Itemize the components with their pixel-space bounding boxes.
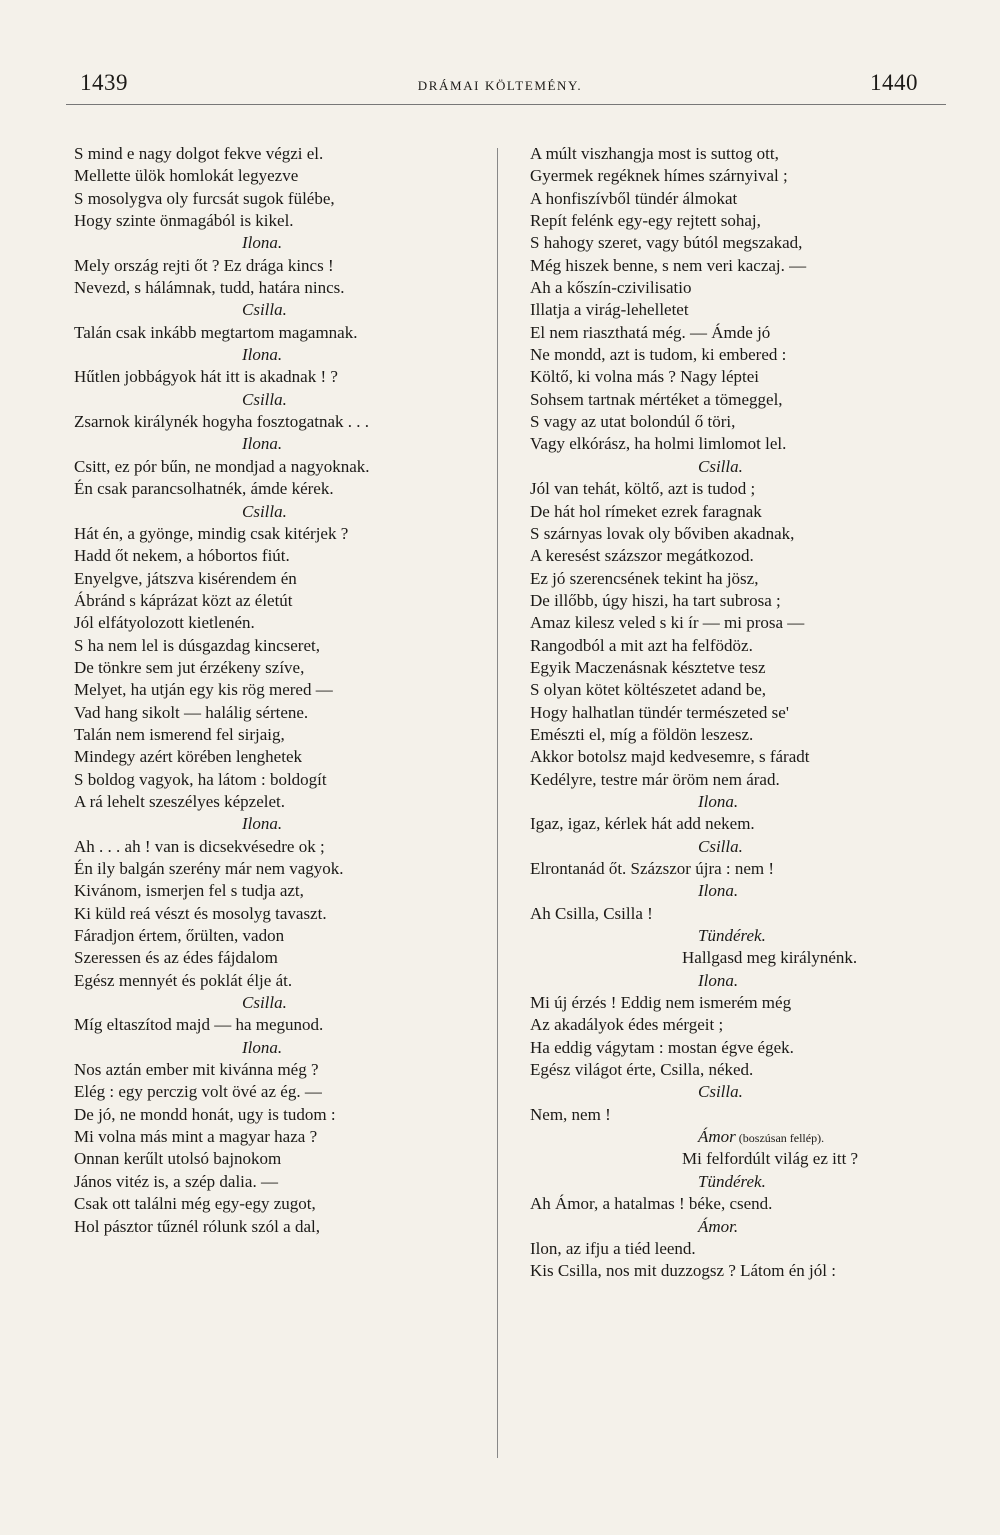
column-divider <box>497 148 498 1458</box>
verse-line: Ha eddig vágytam : mostan égve égek. <box>530 1037 794 1057</box>
speaker-name: Ilona. <box>698 791 739 811</box>
verse-line: S boldog vagyok, ha látom : boldogít <box>74 769 327 789</box>
verse-line: Onnan kerűlt utolsó bajnokom <box>74 1149 282 1169</box>
verse-line: El nem riaszthatá még. — Ámde jó <box>530 322 771 342</box>
verse-line: Az akadályok édes mérgeit ; <box>530 1015 724 1035</box>
verse-line: Még hiszek benne, s nem veri kaczaj. — <box>530 255 807 275</box>
verse-line: De illőbb, úgy hiszi, ha tart subrosa ; <box>530 590 781 610</box>
verse-line: A keresést százszor megátkozod. <box>530 546 754 566</box>
verse-line: Nem, nem ! <box>530 1104 611 1124</box>
speaker-name: Ilona. <box>242 814 283 834</box>
verse-line: Jól van tehát, költő, azt is tudod ; <box>530 479 756 499</box>
verse-line: Emészti el, míg a földön leszesz. <box>530 724 754 744</box>
verse-line: Mely ország rejti őt ? Ez drága kincs ! <box>74 255 334 275</box>
speaker-name: Ilona. <box>698 881 739 901</box>
verse-line: S szárnyas lovak oly bőviben akadnak, <box>530 523 795 543</box>
verse-line: Ki küld reá vészt és mosolyg tavaszt. <box>74 903 327 923</box>
verse-line: Fáradjon értem, őrülten, vadon <box>74 926 285 946</box>
speaker-name: Ámor <box>698 1127 736 1147</box>
verse-line: Egész mennyét és poklát élje át. <box>74 970 293 990</box>
verse-line-continued: Hallgasd meg királynénk. <box>682 948 858 968</box>
speaker-name: Csilla. <box>242 501 287 521</box>
verse-line: Mellette ülök homlokát legyezve <box>74 166 299 186</box>
speaker-name: Ámor. <box>698 1216 739 1236</box>
verse-line: Vagy elkórász, ha holmi limlomot lel. <box>530 434 787 454</box>
verse-line: Hogy szinte önmagából is kikel. <box>74 211 294 231</box>
speaker-name: Csilla. <box>698 456 743 476</box>
speaker-with-stage-direction <box>530 1126 950 1148</box>
verse-line: Jól elfátyolozott kietlenén. <box>74 613 255 633</box>
verse-line: Melyet, ha utján egy kis rög mered — <box>74 680 333 700</box>
speaker-name: Csilla. <box>242 993 287 1013</box>
verse-line: Rangodból a mit azt ha felfödöz. <box>530 635 753 655</box>
verse-line: Gyermek regéknek hímes szárnyival ; <box>530 166 788 186</box>
verse-line: S mind e nagy dolgot fekve végzi el. <box>74 144 324 163</box>
verse-line: Ah . . . ah ! van is dicsekvésedre ok ; <box>74 836 325 856</box>
speaker-name: Csilla. <box>242 389 287 409</box>
verse-line: Vad hang sikolt — halálig sértene. <box>74 702 309 722</box>
verse-line: S hahogy szeret, vagy bútól megszakad, <box>530 233 803 253</box>
page-header <box>0 70 1000 104</box>
speaker-name: Tündérek. <box>698 1171 766 1191</box>
verse-line: Zsarnok királynék hogyha fosztogatnak . . . <box>74 412 370 432</box>
verse-line: János vitéz is, a szép dalia. — <box>74 1171 278 1191</box>
verse-line: Míg eltaszítod majd — ha megunod. <box>74 1015 324 1035</box>
verse-line: Csak ott találni még egy-egy zugot, <box>74 1194 316 1214</box>
verse-line: Mi volna más mint a magyar haza ? <box>74 1127 318 1147</box>
verse-line: Mi új érzés ! Eddig nem ismerém még <box>530 993 792 1013</box>
speaker-name: Ilona. <box>242 434 283 454</box>
verse-line: S ha nem lel is dúsgazdag kincseret, <box>74 635 320 655</box>
verse-line: Egyik Maczenásnak késztetve tesz <box>530 657 766 677</box>
verse-line: Egész világot érte, Csilla, néked. <box>530 1060 754 1080</box>
verse-line: Én csak parancsolhatnék, ámde kérek. <box>74 479 334 499</box>
verse-line: De hát hol rímeket ezrek faragnak <box>530 501 762 521</box>
verse-line: S mosolygva oly furcsát sugok fülébe, <box>74 188 335 208</box>
speaker-name: Ilona. <box>242 233 283 253</box>
verse-line: Sohsem tartnak mértéket a tömeggel, <box>530 389 783 409</box>
verse-line: Ah Ámor, a hatalmas ! béke, csend. <box>530 1194 773 1214</box>
verse-line: Enyelgve, játszva kisérendem én <box>74 568 297 588</box>
verse-line: Hol pásztor tűznél rólunk szól a dal, <box>74 1216 320 1236</box>
verse-line-continued: Mi felfordúlt világ ez itt ? <box>682 1149 859 1169</box>
verse-line: Hát én, a gyönge, mindig csak kitérjek ? <box>74 523 349 543</box>
verse-line: De jó, ne mondd honát, ugy is tudom : <box>74 1104 336 1124</box>
header-rule <box>66 104 946 105</box>
verse-line: Elrontanád őt. Százszor újra : nem ! <box>530 859 775 878</box>
verse-line: Amaz kilesz veled s ki ír — mi prosa — <box>530 613 805 633</box>
verse-line: A honfiszívből tündér álmokat <box>530 188 738 208</box>
verse-line: A rá lehelt szeszélyes képzelet. <box>74 791 285 811</box>
speaker-name: Csilla. <box>698 836 743 856</box>
verse-line: Talán csak inkább megtartom magamnak. <box>74 322 358 342</box>
right-page-number: 1440 <box>870 70 918 95</box>
speaker-name: Ilona. <box>242 1037 283 1057</box>
verse-line: Ilon, az ifju a tiéd leend. <box>530 1238 696 1258</box>
verse-line: Ah Csilla, Csilla ! <box>530 903 653 923</box>
verse-line: Elég : egy perczig volt övé az ég. — <box>74 1082 322 1102</box>
verse-line: Mindegy azért körében lenghetek <box>74 747 302 767</box>
verse-line: Csitt, ez pór bűn, ne mondjad a nagyoknak. <box>74 456 370 476</box>
verse-line: Nos aztán ember mit kivánna még ? <box>74 1060 319 1080</box>
speaker-name: Csilla. <box>698 1082 743 1102</box>
verse-line: A múlt viszhangja most is suttog ott, <box>530 144 779 163</box>
verse-line: Költő, ki volna más ? Nagy léptei <box>530 367 759 387</box>
verse-line: Kis Csilla, nos mit duzzogsz ? Látom én jól : <box>530 1261 836 1281</box>
verse-line: S vagy az utat bolondúl ő töri, <box>530 412 736 432</box>
verse-line: Kivánom, ismerjen fel s tudja azt, <box>74 881 304 901</box>
stage-direction: (boszúsan fellép). <box>735 1131 825 1146</box>
verse-line: Hadd őt nekem, a hóbortos fiút. <box>74 546 290 566</box>
left-page-number: 1439 <box>80 70 128 95</box>
verse-line: Igaz, igaz, kérlek hát add nekem. <box>530 814 755 834</box>
running-title: DRÁMAI KÖLTEMÉNY. <box>417 78 583 93</box>
verse-line: Kedélyre, testre már öröm nem árad. <box>530 769 780 789</box>
verse-line: Talán nem ismerend fel sirjaig, <box>74 724 285 744</box>
verse-line: S olyan kötet költészetet adand be, <box>530 680 767 700</box>
left-column <box>74 143 484 1238</box>
verse-line: Ábránd s káprázat közt az életút <box>74 590 293 610</box>
verse-line: Nevezd, s hálámnak, tudd, határa nincs. <box>74 278 345 298</box>
verse-line: Repít felénk egy-egy rejtett sohaj, <box>530 211 761 231</box>
verse-line: Én ily balgán szerény már nem vagyok. <box>74 859 344 878</box>
verse-line: Hogy halhatlan tündér természeted se' <box>530 702 789 722</box>
speaker-name: Ilona. <box>698 970 739 990</box>
verse-line: Illatja a virág-lehelletet <box>530 300 689 320</box>
speaker-name: Csilla. <box>242 300 287 320</box>
verse-line: De tönkre sem jut érzékeny szíve, <box>74 657 305 677</box>
speaker-name: Tündérek. <box>698 926 766 946</box>
verse-line: Ah a kőszín-czivilisatio <box>530 278 692 298</box>
verse-line: Hűtlen jobbágyok hát itt is akadnak ! ? <box>74 367 338 387</box>
verse-line: Akkor botolsz majd kedvesemre, s fáradt <box>530 747 810 767</box>
verse-line: Ne mondd, azt is tudom, ki embered : <box>530 345 787 365</box>
right-column <box>530 143 950 1283</box>
verse-line: Ez jó szerencsének tekint ha jösz, <box>530 568 759 588</box>
verse-line: Szeressen és az édes fájdalom <box>74 948 278 968</box>
speaker-name: Ilona. <box>242 345 283 365</box>
